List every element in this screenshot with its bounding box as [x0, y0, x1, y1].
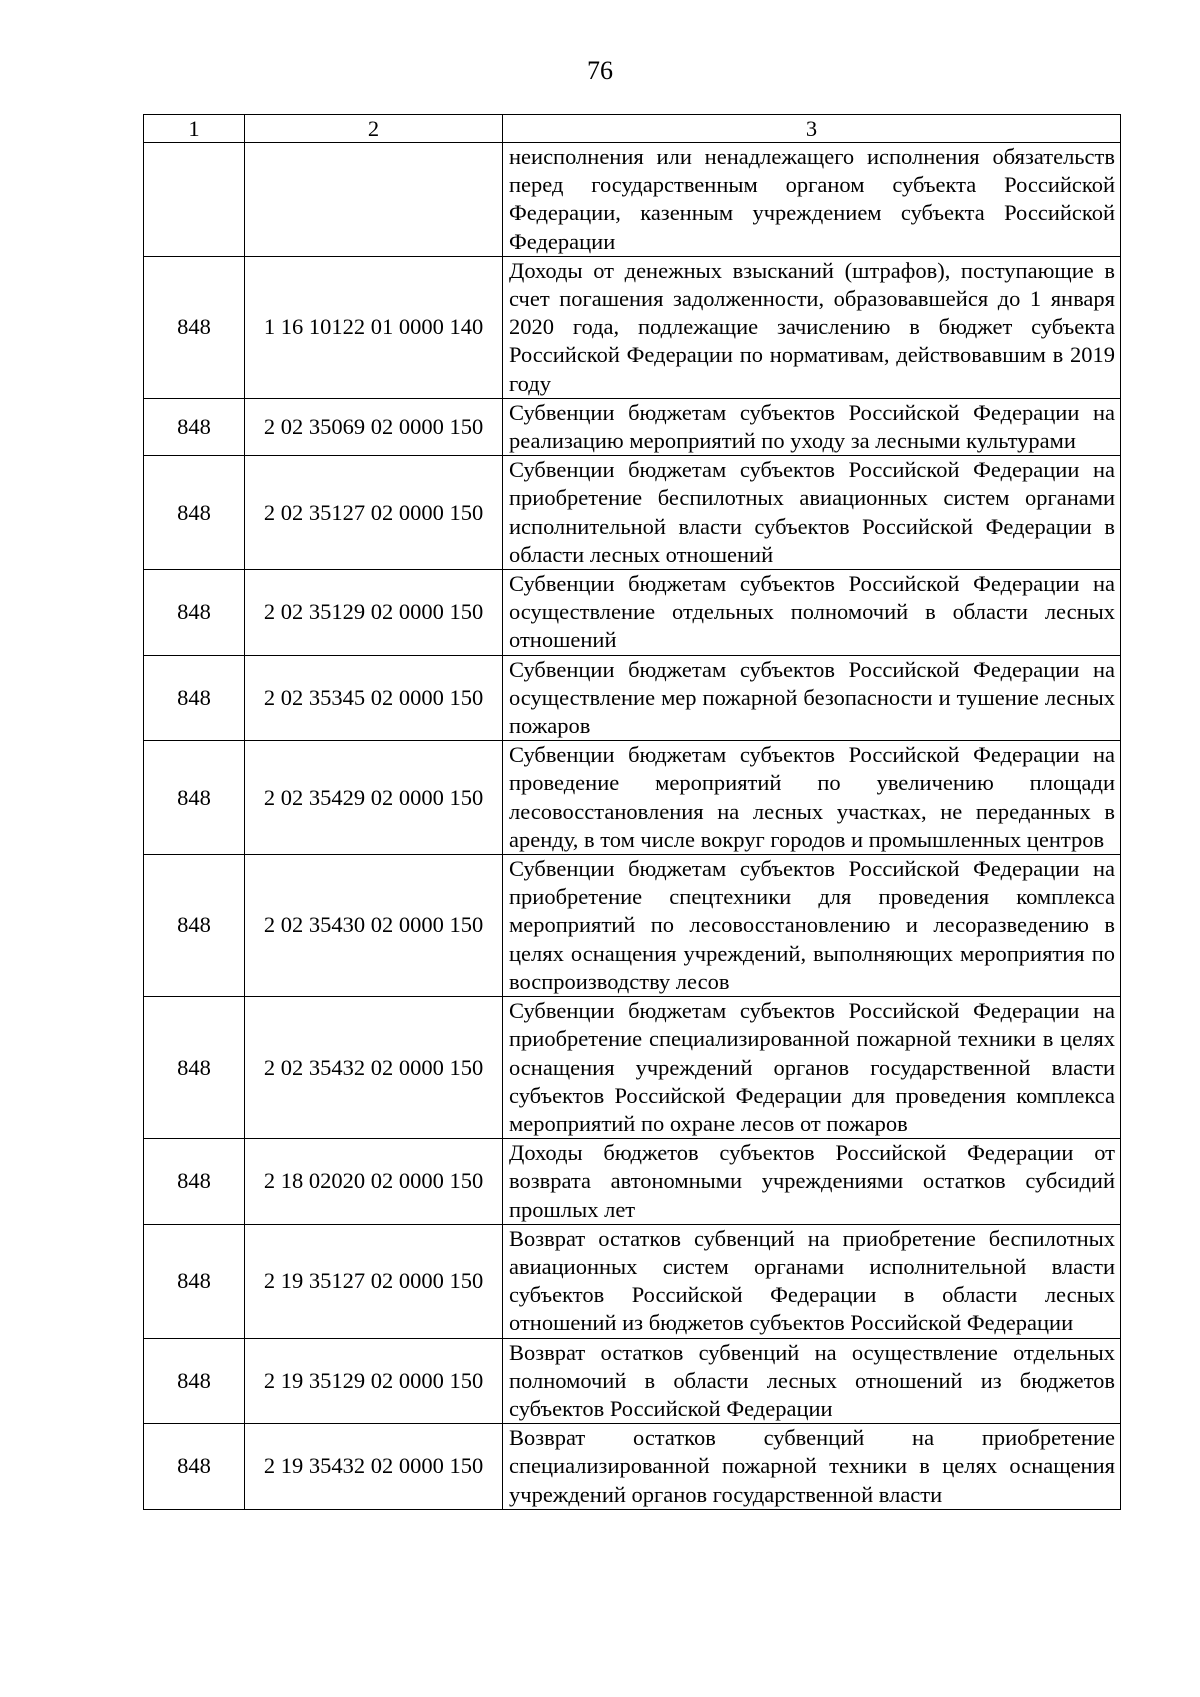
income-code-cell: 2 19 35129 02 0000 150 — [245, 1338, 503, 1424]
table-row — [144, 398, 1121, 455]
income-code-cell: 2 02 35129 02 0000 150 — [245, 570, 503, 656]
description-cell: Субвенции бюджетам субъектов Российской Федерации на осуществление мер пожарной безопасности и тушение лесных пожаров — [503, 655, 1121, 741]
income-code-cell: 2 02 35430 02 0000 150 — [245, 855, 503, 997]
income-code-cell: 2 19 35432 02 0000 150 — [245, 1424, 503, 1510]
table-row — [144, 256, 1121, 398]
income-code-cell: 2 19 35127 02 0000 150 — [245, 1224, 503, 1338]
header-cell-1: 1 — [144, 115, 245, 143]
table-header-row — [144, 115, 1121, 143]
table-row — [144, 143, 1121, 257]
admin-code-cell: 848 — [144, 1224, 245, 1338]
description-cell: Субвенции бюджетам субъектов Российской Федерации на приобретение беспилотных авиационных систем органами исполнительной власти субъектов Российской Федерации в области лесных отношений — [503, 456, 1121, 570]
income-code-cell: 2 02 35127 02 0000 150 — [245, 456, 503, 570]
admin-code-cell: 848 — [144, 570, 245, 656]
admin-code-cell: 848 — [144, 1139, 245, 1225]
description-cell: Возврат остатков субвенций на приобретение беспилотных авиационных систем органами исполнительной власти субъектов Российской Федерации в области лесных отношений из бюджетов субъектов Российской Федерации — [503, 1224, 1121, 1338]
budget-code-table — [143, 114, 1121, 1510]
description-cell: неисполнения или ненадлежащего исполнения обязательств перед государственным органом субъекта Российской Федерации, казенным учреждением субъекта Российской Федерации — [503, 143, 1121, 257]
table-row — [144, 1338, 1121, 1424]
description-cell: Субвенции бюджетам субъектов Российской Федерации на проведение мероприятий по увеличению площади лесовосстановления на лесных участках, не переданных в аренду, в том числе вокруг городов и промышленных центров — [503, 741, 1121, 855]
admin-code-cell: 848 — [144, 1338, 245, 1424]
page-number: 76 — [587, 56, 613, 85]
table-row — [144, 1424, 1121, 1510]
description-cell: Возврат остатков субвенций на осуществление отдельных полномочий в области лесных отношений из бюджетов субъектов Российской Федерации — [503, 1338, 1121, 1424]
admin-code-cell: 848 — [144, 855, 245, 997]
table-row — [144, 1224, 1121, 1338]
table-row — [144, 855, 1121, 997]
admin-code-cell: 848 — [144, 456, 245, 570]
table-row — [144, 1139, 1121, 1225]
table-row — [144, 655, 1121, 741]
table-row — [144, 741, 1121, 855]
admin-code-cell: 848 — [144, 741, 245, 855]
header-cell-3: 3 — [503, 115, 1121, 143]
income-code-cell: 2 02 35069 02 0000 150 — [245, 398, 503, 455]
table-row — [144, 997, 1121, 1139]
description-cell: Доходы от денежных взысканий (штрафов), поступающие в счет погашения задолженности, образовавшейся до 1 января 2020 года, подлежащие зачислению в бюджет субъекта Российской Федерации по нормативам, действовавшим в 2019 году — [503, 256, 1121, 398]
description-cell: Субвенции бюджетам субъектов Российской Федерации на приобретение специализированной пожарной техники в целях оснащения учреждений органов государственной власти субъектов Российской Федерации для проведения комплекса мероприятий по охране лесов от пожаров — [503, 997, 1121, 1139]
income-code-cell — [245, 143, 503, 257]
admin-code-cell: 848 — [144, 1424, 245, 1510]
income-code-cell: 2 18 02020 02 0000 150 — [245, 1139, 503, 1225]
description-cell: Доходы бюджетов субъектов Российской Федерации от возврата автономными учреждениями остатков субсидий прошлых лет — [503, 1139, 1121, 1225]
table-row — [144, 570, 1121, 656]
table-row — [144, 456, 1121, 570]
description-cell: Субвенции бюджетам субъектов Российской Федерации на осуществление отдельных полномочий в области лесных отношений — [503, 570, 1121, 656]
admin-code-cell: 848 — [144, 655, 245, 741]
description-cell: Возврат остатков субвенций на приобретение специализированной пожарной техники в целях оснащения учреждений органов государственной власти — [503, 1424, 1121, 1510]
income-code-cell: 2 02 35429 02 0000 150 — [245, 741, 503, 855]
income-code-cell: 2 02 35345 02 0000 150 — [245, 655, 503, 741]
description-cell: Субвенции бюджетам субъектов Российской Федерации на реализацию мероприятий по уходу за лесными культурами — [503, 398, 1121, 455]
header-cell-2: 2 — [245, 115, 503, 143]
admin-code-cell: 848 — [144, 256, 245, 398]
admin-code-cell: 848 — [144, 398, 245, 455]
admin-code-cell — [144, 143, 245, 257]
income-code-cell: 2 02 35432 02 0000 150 — [245, 997, 503, 1139]
admin-code-cell: 848 — [144, 997, 245, 1139]
income-code-cell: 1 16 10122 01 0000 140 — [245, 256, 503, 398]
description-cell: Субвенции бюджетам субъектов Российской Федерации на приобретение спецтехники для проведения комплекса мероприятий по лесовосстановлению и лесоразведению в целях оснащения учреждений, выполняющих мероприятия по воспроизводству лесов — [503, 855, 1121, 997]
